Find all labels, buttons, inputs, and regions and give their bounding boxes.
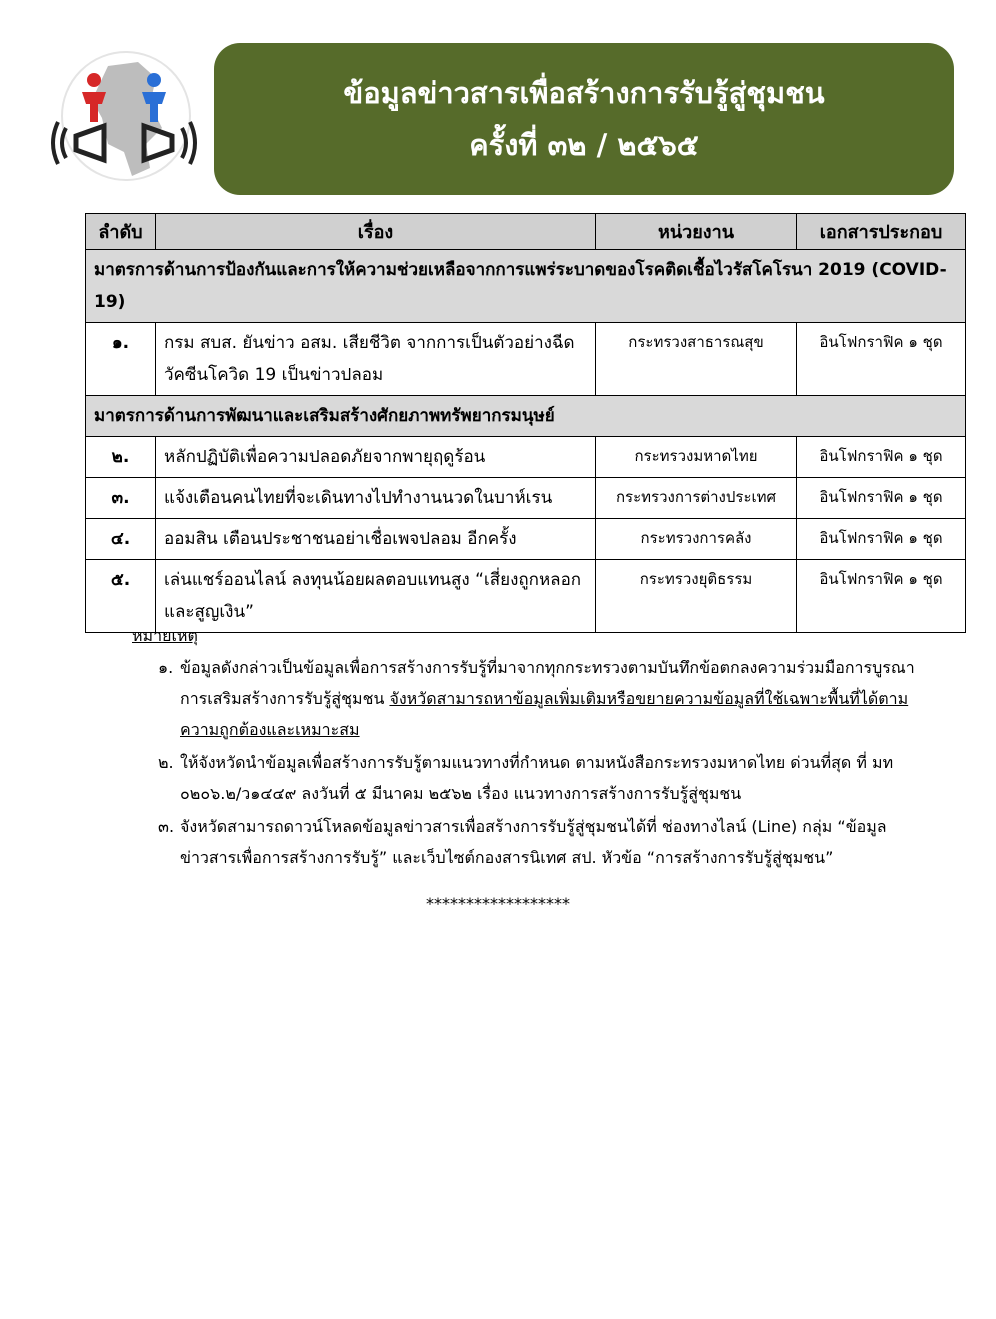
- note-number: ๒.: [158, 753, 174, 772]
- row-agency: กระทรวงมหาดไทย: [596, 437, 797, 478]
- row-number: ๕.: [86, 560, 156, 633]
- row-number: ๑.: [86, 323, 156, 396]
- section-title: มาตรการด้านการพัฒนาและเสริมสร้างศักยภาพทรัพยากรมนุษย์: [86, 396, 966, 437]
- table-header-row: [86, 214, 966, 250]
- note-item: [132, 652, 932, 745]
- news-table: [85, 213, 966, 633]
- note-text: ข้อมูลดังกล่าวเป็นข้อมูลเพื่อการสร้างการรับรู้ที่มาจากทุกกระทรวงตามบันทึกข้อตกลงความร่วมมือการบูรณาการเสริมสร้างการรับรู้สู่ชุมชน: [180, 658, 915, 708]
- row-number: ๓.: [86, 478, 156, 519]
- row-number: ๒.: [86, 437, 156, 478]
- row-topic: หลักปฏิบัติเพื่อความปลอดภัยจากพายุฤดูร้อน: [156, 437, 596, 478]
- row-docs: อินโฟกราฟิค ๑ ชุด: [797, 560, 966, 633]
- notes-heading: หมายเหตุ: [132, 626, 198, 645]
- row-docs: อินโฟกราฟิค ๑ ชุด: [797, 437, 966, 478]
- title-banner: [214, 43, 954, 195]
- header-docs: เอกสารประกอบ: [797, 214, 966, 250]
- footer-stars: ******************: [426, 894, 570, 913]
- note-text: จังหวัดสามารถดาวน์โหลดข้อมูลข่าวสารเพื่อสร้างการรับรู้สู่ชุมชนได้ที่ ช่องทางไลน์ (Line) กลุ่ม “ข้อมูลข่าวสารเพื่อการสร้างการรับรู้” และเว็บไซต์กองสารนิเทศ สป. หัวข้อ “การสร้างการรับรู้สู่ชุมชน”: [180, 817, 887, 867]
- row-agency: กระทรวงการต่างประเทศ: [596, 478, 797, 519]
- note-text: ให้จังหวัดนำข้อมูลเพื่อสร้างการรับรู้ตามแนวทางที่กำหนด ตามหนังสือกระทรวงมหาดไทย ด่วนที่สุด ที่ มท ๐๒๐๖.๒/ว๑๔๔๙ ลงวันที่ ๕ มีนาคม ๒๕๖๒ เรื่อง แนวทางการสร้างการรับรู้สู่ชุมชน: [180, 753, 894, 803]
- section-title: มาตรการด้านการป้องกันและการให้ความช่วยเหลือจากการแพร่ระบาดของโรคติดเชื้อไวรัสโคโรนา 2019 (COVID-19): [86, 250, 966, 323]
- table-row: [86, 437, 966, 478]
- note-number: ๓.: [158, 817, 175, 836]
- row-topic: กรม สบส. ยันข่าว อสม. เสียชีวิต จากการเป็นตัวอย่างฉีดวัคซีนโควิด 19 เป็นข่าวปลอม: [156, 323, 596, 396]
- issue-number: ครั้งที่ ๓๒ / ๒๕๖๕: [469, 128, 699, 162]
- note-item: [132, 747, 932, 809]
- row-topic: ออมสิน เตือนประชาชนอย่าเชื่อเพจปลอม อีกครั้ง: [156, 519, 596, 560]
- row-agency: กระทรวงยุติธรรม: [596, 560, 797, 633]
- note-number: ๑.: [158, 658, 174, 677]
- table-row: [86, 478, 966, 519]
- row-topic: แจ้งเตือนคนไทยที่จะเดินทางไปทำงานนวดในบาห์เรน: [156, 478, 596, 519]
- table-row: [86, 323, 966, 396]
- row-number: ๔.: [86, 519, 156, 560]
- page-title: ข้อมูลข่าวสารเพื่อสร้างการรับรู้สู่ชุมชน: [343, 76, 825, 110]
- row-docs: อินโฟกราฟิค ๑ ชุด: [797, 478, 966, 519]
- note-underlined-text: จังหวัดสามารถหาข้อมูลเพิ่มเติมหรือขยายความข้อมูลที่ใช้เฉพาะพื้นที่ได้ตามความถูกต้องและเหมาะสม: [180, 689, 909, 739]
- note-item: [132, 811, 932, 873]
- row-agency: กระทรวงสาธารณสุข: [596, 323, 797, 396]
- header-no: ลำดับ: [86, 214, 156, 250]
- row-docs: อินโฟกราฟิค ๑ ชุด: [797, 323, 966, 396]
- header-agency: หน่วยงาน: [596, 214, 797, 250]
- section-row: [86, 396, 966, 437]
- table-row: [86, 519, 966, 560]
- row-topic: เล่นแชร์ออนไลน์ ลงทุนน้อยผลตอบแทนสูง “เสี่ยงถูกหลอกและสูญเงิน”: [156, 560, 596, 633]
- row-agency: กระทรวงการคลัง: [596, 519, 797, 560]
- notes-section: [132, 622, 932, 873]
- row-docs: อินโฟกราฟิค ๑ ชุด: [797, 519, 966, 560]
- logo-icon: [46, 48, 202, 188]
- header-topic: เรื่อง: [156, 214, 596, 250]
- section-row: [86, 250, 966, 323]
